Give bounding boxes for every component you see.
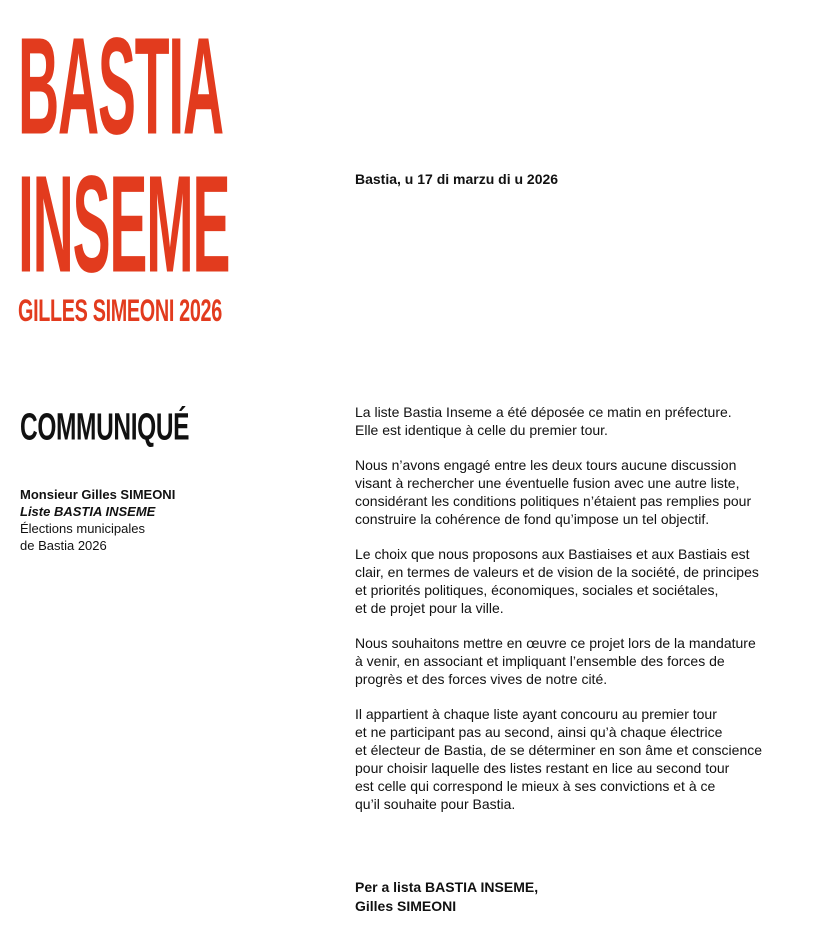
paragraph — [355, 545, 805, 617]
paragraph-line: et électeur de Bastia, de se déterminer en son âme et conscience — [355, 742, 763, 758]
paragraph — [355, 403, 805, 439]
author-role-line-2: de Bastia 2026 — [20, 538, 107, 553]
paragraph-line: La liste Bastia Inseme a été déposée ce matin en préfecture. — [355, 404, 732, 420]
paragraph-line: à venir, en associant et impliquant l’ensemble des forces de — [355, 653, 725, 669]
paragraph — [355, 705, 805, 813]
author-name: Monsieur Gilles SIMEONI — [20, 487, 176, 502]
paragraph-line: pour choisir laquelle des listes restant en lice au second tour — [355, 760, 730, 776]
paragraph-line: visant à rechercher une éventuelle fusion avec une autre liste, — [355, 475, 740, 491]
paragraph-line: clair, en termes de valeurs et de vision de la société, de principes — [355, 564, 759, 580]
paragraph-line: Le choix que nous proposons aux Bastiaises et aux Bastiais est — [355, 546, 750, 562]
closing-signature — [355, 878, 538, 916]
document-date: Bastia, u 17 di marzu di u 2026 — [355, 171, 559, 187]
communique-body — [355, 403, 805, 830]
paragraph-line: Elle est identique à celle du premier tour. — [355, 422, 608, 438]
paragraph — [355, 456, 805, 528]
author-role-line-1: Élections municipales — [20, 521, 146, 536]
paragraph-line: qu’il souhaite pour Bastia. — [355, 796, 516, 812]
paragraph-line: et priorités politiques, économiques, sociales et sociétales, — [355, 582, 719, 598]
paragraph-line: Nous n’avons engagé entre les deux tours aucune discussion — [355, 457, 737, 473]
paragraph-line: est celle qui correspond le mieux à ses convictions et à ce — [355, 778, 716, 794]
paragraph-line: Nous souhaitons mettre en œuvre ce projet lors de la mandature — [355, 635, 756, 651]
bastia-inseme-logo — [18, 10, 230, 329]
logo-line-inseme: INSEME — [18, 148, 230, 302]
paragraph-line: progrès et des forces vives de notre cité. — [355, 671, 608, 687]
paragraph-line: et ne participant pas au second, ainsi qu’à chaque électrice — [355, 724, 723, 740]
paragraph — [355, 634, 805, 688]
paragraph-line: construire la cohérence de fond qu’impose un tel objectif. — [355, 511, 710, 527]
closing-line-1: Per a lista BASTIA INSEME, — [355, 879, 539, 895]
paragraph-line: considérant les conditions politiques n’étaient pas remplies pour — [355, 493, 752, 509]
logo-line-bastia: BASTIA — [18, 10, 223, 164]
logo-line-gilles-simeoni-2026: GILLES SIMEONI 2026 — [18, 293, 222, 329]
paragraph-line: Il appartient à chaque liste ayant concouru au premier tour — [355, 706, 717, 722]
page-title: COMMUNIQUÉ — [20, 406, 190, 449]
closing-line-2: Gilles SIMEONI — [355, 898, 457, 914]
author-block — [20, 486, 175, 554]
author-list: Liste BASTIA INSEME — [20, 504, 156, 519]
paragraph-line: et de projet pour la ville. — [355, 600, 504, 616]
